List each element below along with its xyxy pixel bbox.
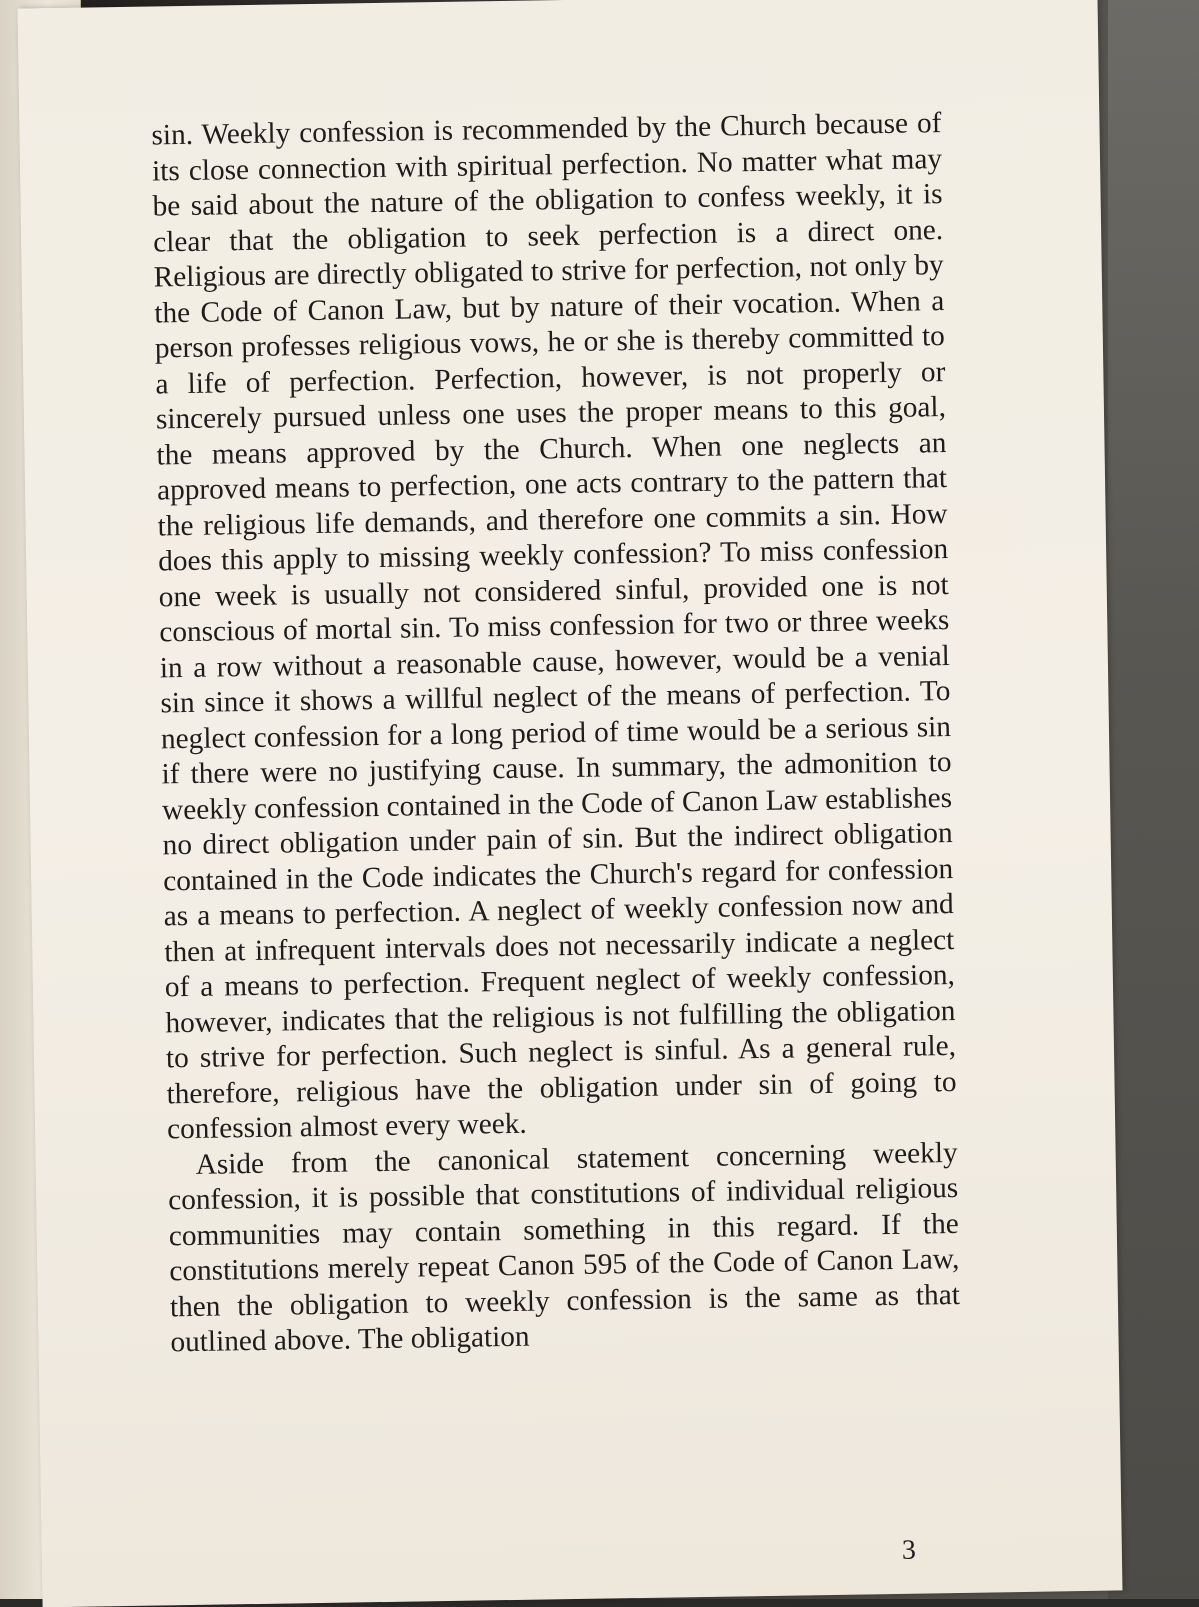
paragraph-1: sin. Weekly confession is recommended by the Church because of its close connection with spiritual perfection. No matter what may be said about the nature of the obligation to confess weekly, it is clear that the obligation to seek perfection is a direct one. Religious are directly obligated to strive for perfection, not only by the Code of Canon Law, but by nature of their vocation. When a person professes religious vows, he or she is thereby committed to a life of perfection. Perfection, however, is not properly or sincerely pursued unless one uses the proper means to this goal, the means approved by the Church. When one neglects an approved means to perfection, one acts contrary to the pattern that the religious life demands, and therefore one commits a sin. How does this apply to missing weekly confession? To miss confession one week is usually not considered sinful, provided one is not conscious of mortal sin. To miss confession for two or three weeks in a row without a reasonable cause, however, would be a venial sin since it shows a willful neglect of the means of perfection. To neglect confession for a long period of time would be a serious sin if there were no justifying cause. In summary, the admonition to weekly confession contained in the Code of Canon Law establishes no direct obligation under pain of sin. But the indirect obligation contained in the Code indicates the Church's regard for confession as a means to perfection. A neglect of weekly confession now and then at infrequent intervals does not necessarily indicate a neglect of a means to perfection. Frequent neglect of weekly confession, however, indicates that the religious is not fulfilling the obligation to strive for perfection. Such neglect is sinful. As a general rule, therefore, religious have the obligation under sin of going to confession almost every week.	[151, 107, 957, 1146]
page-number: 3	[901, 1534, 917, 1566]
book-page	[18, 0, 1123, 1607]
paragraph-2: Aside from the canonical statement concerning weekly confession, it is possible that constitutions of individual religious communities may contain something in this regard. If the constitutions merely repeat Canon 595 of the Code of Canon Law, then the obligation to weekly confession is the same as that outlined above. The obligation	[167, 1136, 961, 1359]
right-background-strip	[1108, 0, 1199, 1599]
body-text	[151, 106, 960, 1361]
